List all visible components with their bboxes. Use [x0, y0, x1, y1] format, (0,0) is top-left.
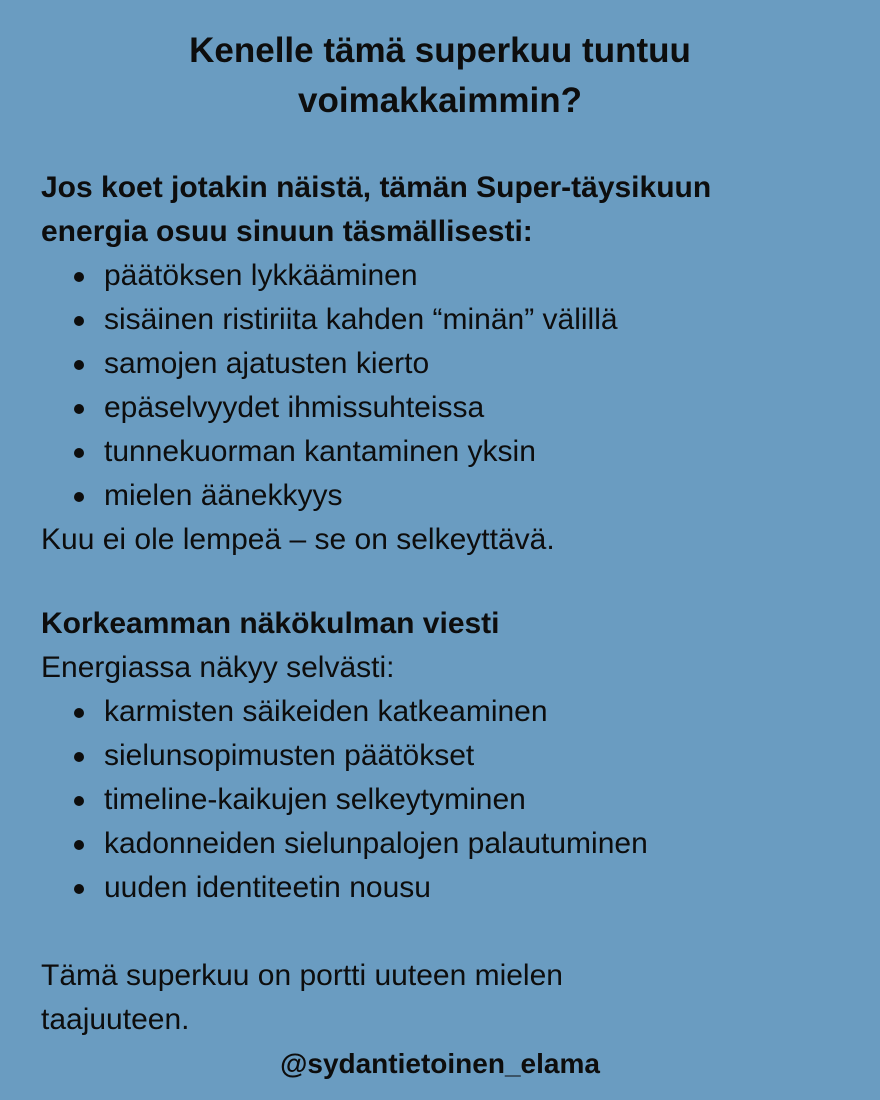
list-item-text: karmisten säikeiden katkeaminen — [104, 695, 548, 728]
list-item-text: sisäinen ristiriita kahden “minän” välillä — [104, 303, 618, 336]
resonance-list — [41, 254, 841, 518]
section-higher-perspective-intro: Energiassa näkyy selvästi: — [41, 651, 395, 684]
list-item — [41, 342, 841, 386]
list-item-text: kadonneiden sielunpalojen palautuminen — [104, 827, 648, 860]
list-item — [41, 822, 841, 866]
page-title — [0, 26, 880, 126]
list-item — [41, 430, 841, 474]
list-item-text: epäselvyydet ihmissuhteissa — [104, 391, 485, 424]
bullet-icon — [74, 752, 84, 762]
section-resonance-heading-line-2: energia osuu sinuun täsmällisesti: — [41, 215, 533, 248]
closing-line-1: Tämä superkuu on portti uuteen mielen — [41, 959, 563, 992]
section-resonance-closing: Kuu ei ole lempeä – se on selkeyttävä. — [41, 523, 555, 556]
list-item — [41, 474, 841, 518]
bullet-icon — [74, 272, 84, 282]
list-item-text: mielen äänekkyys — [104, 479, 343, 512]
list-item-text: sielunsopimusten päätökset — [104, 739, 475, 772]
title-line-1: Kenelle tämä superkuu tuntuu — [189, 31, 691, 70]
section-resonance — [41, 166, 841, 562]
bullet-icon — [74, 448, 84, 458]
list-item-text: timeline-kaikujen selkeytyminen — [104, 783, 526, 816]
bullet-icon — [74, 316, 84, 326]
closing-line-2: taajuuteen. — [41, 1003, 190, 1036]
list-item — [41, 734, 841, 778]
bullet-icon — [74, 492, 84, 502]
title-line-2: voimakkaimmin? — [298, 81, 582, 120]
section-resonance-heading — [41, 166, 841, 254]
higher-perspective-list — [41, 690, 841, 910]
bullet-icon — [74, 840, 84, 850]
list-item-text: tunnekuorman kantaminen yksin — [104, 435, 536, 468]
section-resonance-heading-line-1: Jos koet jotakin näistä, tämän Super-täysikuun — [41, 171, 712, 204]
list-item-text: uuden identiteetin nousu — [104, 871, 431, 904]
author-handle: @sydantietoinen_elama — [280, 1048, 600, 1079]
list-item — [41, 254, 841, 298]
list-item — [41, 778, 841, 822]
list-item-text: samojen ajatusten kierto — [104, 347, 430, 380]
list-item-text: päätöksen lykkääminen — [104, 259, 418, 292]
closing-statement — [41, 954, 841, 1042]
list-item — [41, 866, 841, 910]
section-higher-perspective-heading: Korkeamman näkökulman viesti — [41, 607, 500, 640]
list-item — [41, 690, 841, 734]
list-item — [41, 298, 841, 342]
section-higher-perspective — [41, 602, 841, 910]
bullet-icon — [74, 884, 84, 894]
bullet-icon — [74, 796, 84, 806]
bullet-icon — [74, 708, 84, 718]
bullet-icon — [74, 360, 84, 370]
bullet-icon — [74, 404, 84, 414]
list-item — [41, 386, 841, 430]
